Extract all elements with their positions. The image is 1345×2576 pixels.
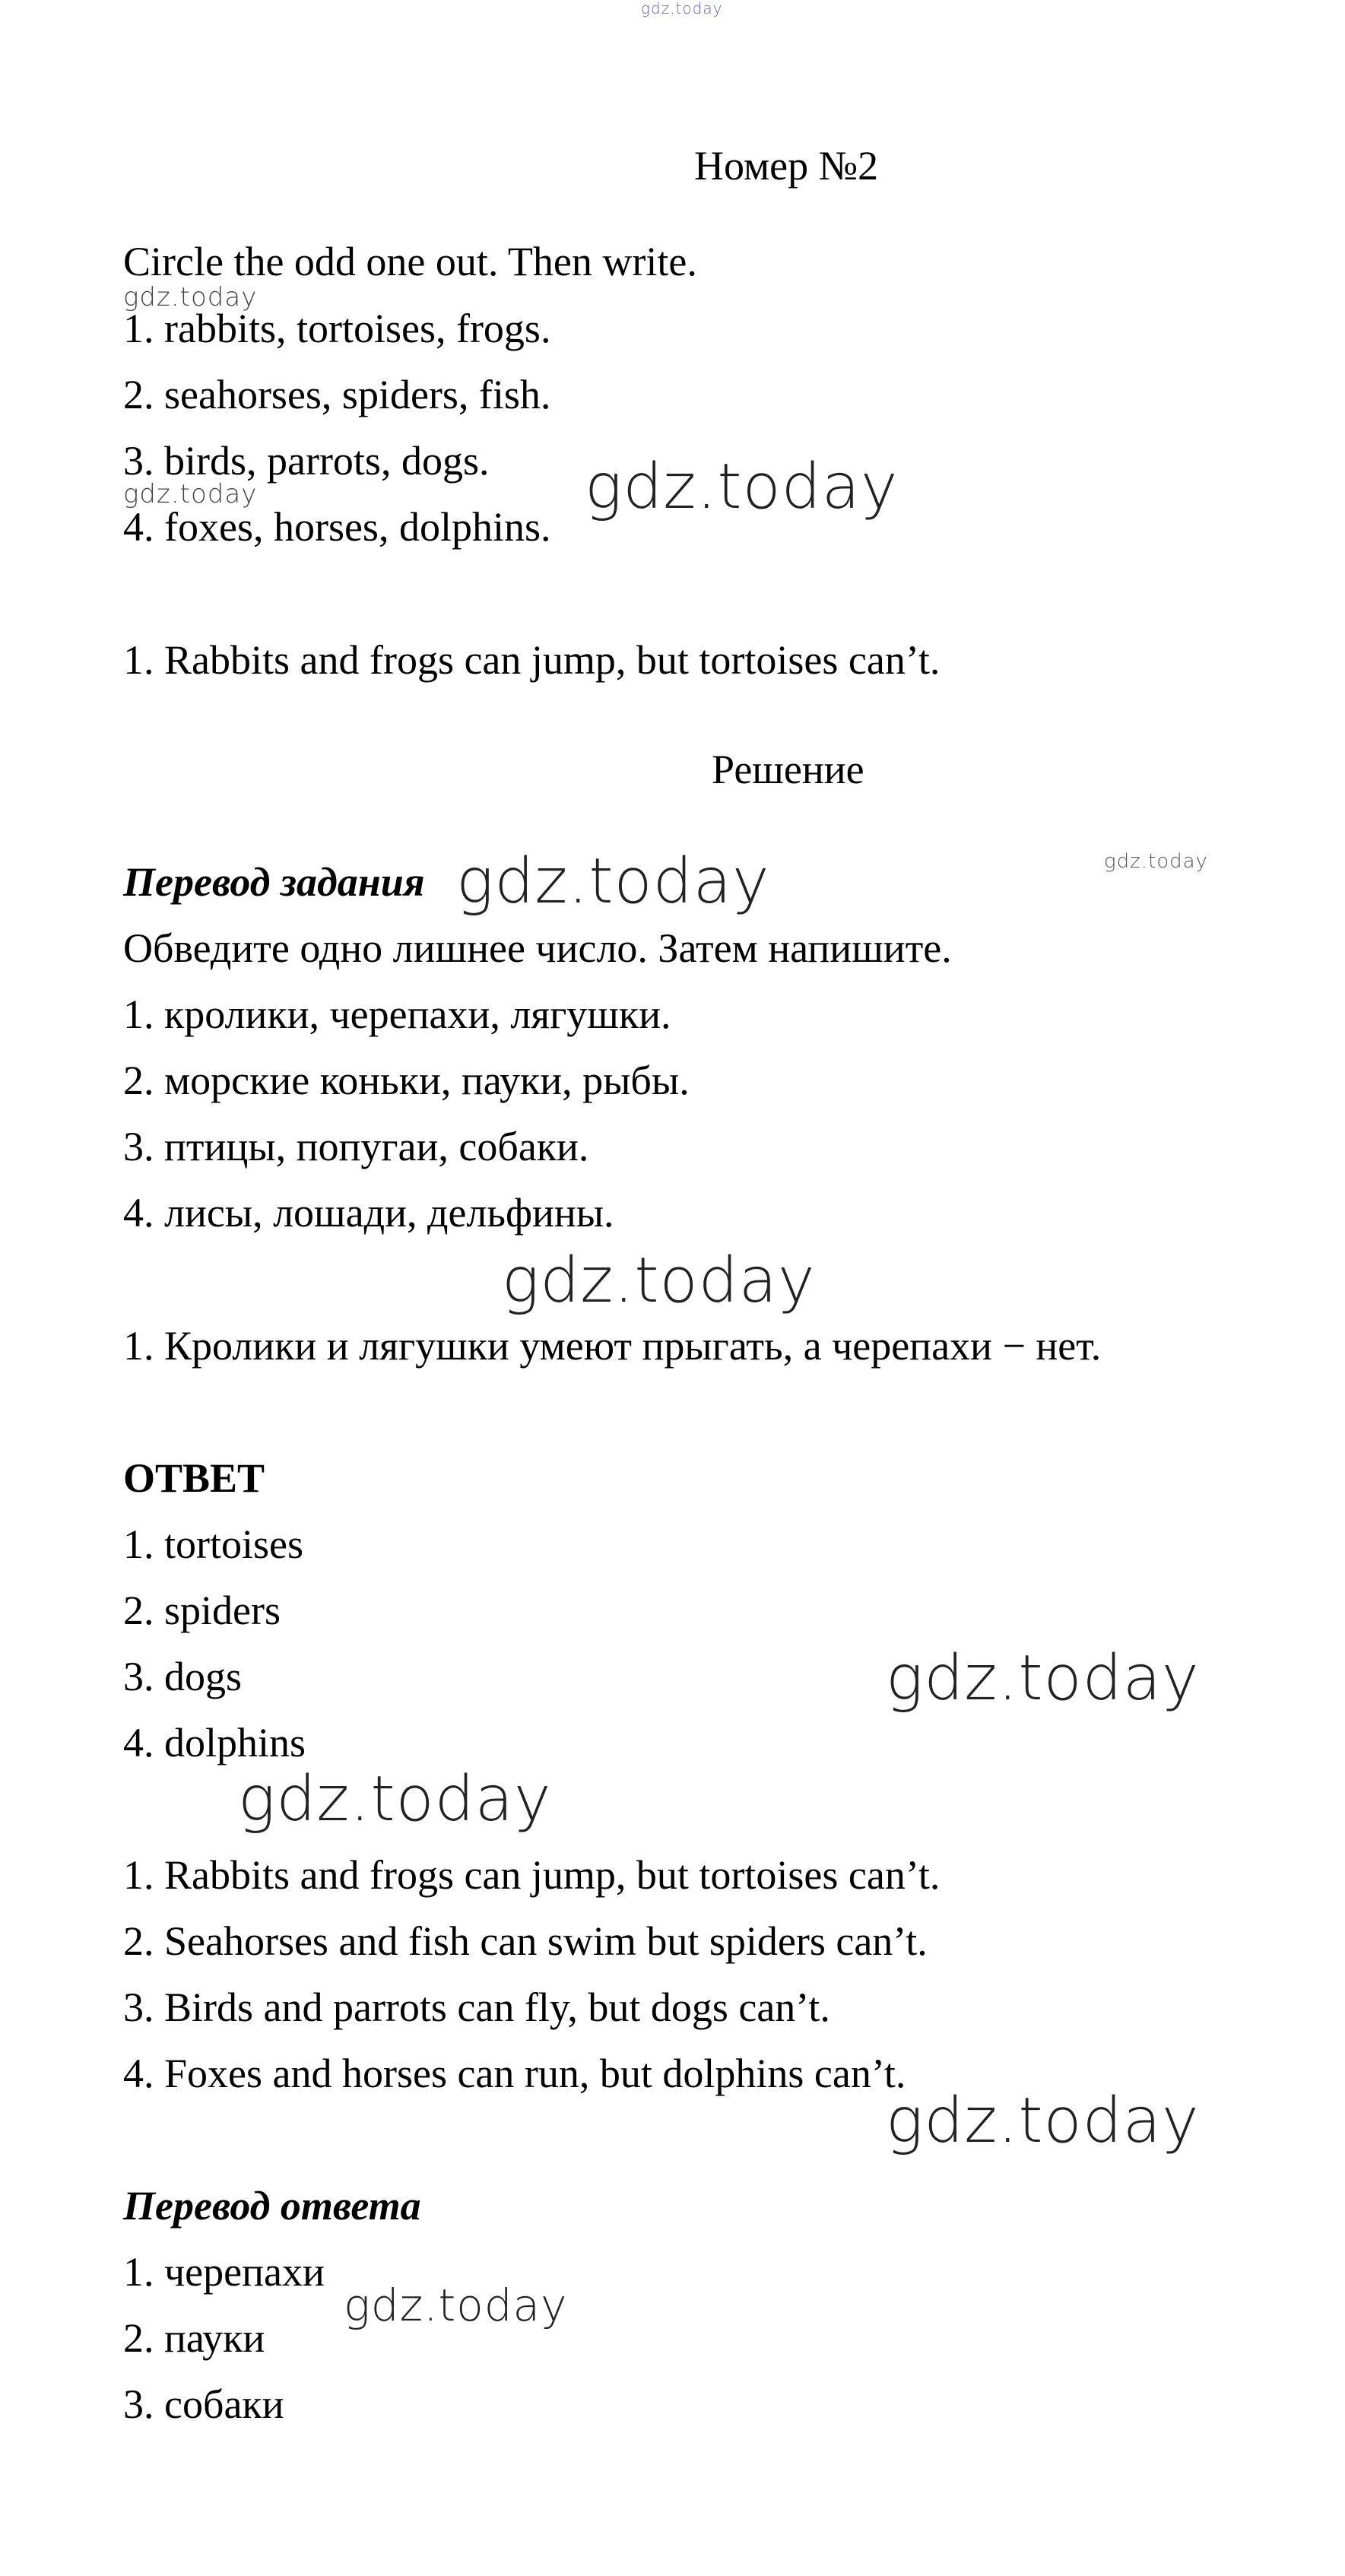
watermark-medium: gdz.today xyxy=(344,2279,568,2331)
solution-heading: Решение xyxy=(712,747,864,792)
task-item: 2. seahorses, spiders, fish. xyxy=(123,372,551,417)
answer-sentence: 2. Seahorses and fish can swim but spiders can’t. xyxy=(123,1918,928,1964)
translation-item: 1. кролики, черепахи, лягушки. xyxy=(123,991,671,1037)
answer-sentence: 1. Rabbits and frogs can jump, but tortoises can’t. xyxy=(123,1852,941,1898)
task-item: 4. foxes, horses, dolphins. xyxy=(123,504,551,550)
task-item: 1. rabbits, tortoises, frogs. xyxy=(123,306,551,351)
answer-item: 3. dogs xyxy=(123,1654,243,1699)
watermark-tiny: gdz.today xyxy=(1104,850,1208,873)
page-title: Номер №2 xyxy=(694,143,879,189)
answer-item: 4. dolphins xyxy=(123,1720,306,1765)
task-item: 3. birds, parrots, dogs. xyxy=(123,438,490,484)
watermark-large: gdz.today xyxy=(585,451,899,523)
answer-translation-heading: Перевод ответа xyxy=(123,2183,421,2229)
translation-instruction: Обведите одно лишнее число. Затем напишите. xyxy=(123,925,952,971)
answer-item: 2. spiders xyxy=(123,1588,281,1633)
translation-example: 1. Кролики и лягушки умеют прыгать, а черепахи − нет. xyxy=(123,1323,1102,1369)
task-instruction: Circle the odd one out. Then write. xyxy=(123,239,697,284)
answer-translation-item: 1. черепахи xyxy=(123,2249,325,2295)
header-watermark: gdz.today xyxy=(641,0,723,17)
answer-translation-item: 3. собаки xyxy=(123,2381,284,2427)
answer-item: 1. tortoises xyxy=(123,1521,303,1567)
task-example: 1. Rabbits and frogs can jump, but tortoises can’t. xyxy=(123,637,941,683)
watermark-large: gdz.today xyxy=(238,1763,552,1835)
watermark-large: gdz.today xyxy=(886,1642,1200,1715)
watermark-large: gdz.today xyxy=(456,845,770,918)
translation-item: 3. птицы, попугаи, собаки. xyxy=(123,1124,589,1169)
translation-item: 2. морские коньки, пауки, рыбы. xyxy=(123,1058,690,1103)
answer-translation-item: 2. пауки xyxy=(123,2315,265,2361)
translation-item: 4. лисы, лошади, дельфины. xyxy=(123,1190,614,1236)
translation-heading: Перевод задания xyxy=(123,859,425,905)
answer-heading: ОТВЕТ xyxy=(123,1455,265,1501)
watermark-large: gdz.today xyxy=(502,1245,816,1317)
answer-sentence: 3. Birds and parrots can fly, but dogs can’t. xyxy=(123,1984,830,2030)
watermark-small: gdz.today xyxy=(123,282,258,312)
answer-sentence: 4. Foxes and horses can run, but dolphins can’t. xyxy=(123,2051,906,2096)
watermark-small: gdz.today xyxy=(123,479,258,509)
watermark-large: gdz.today xyxy=(886,2085,1200,2157)
